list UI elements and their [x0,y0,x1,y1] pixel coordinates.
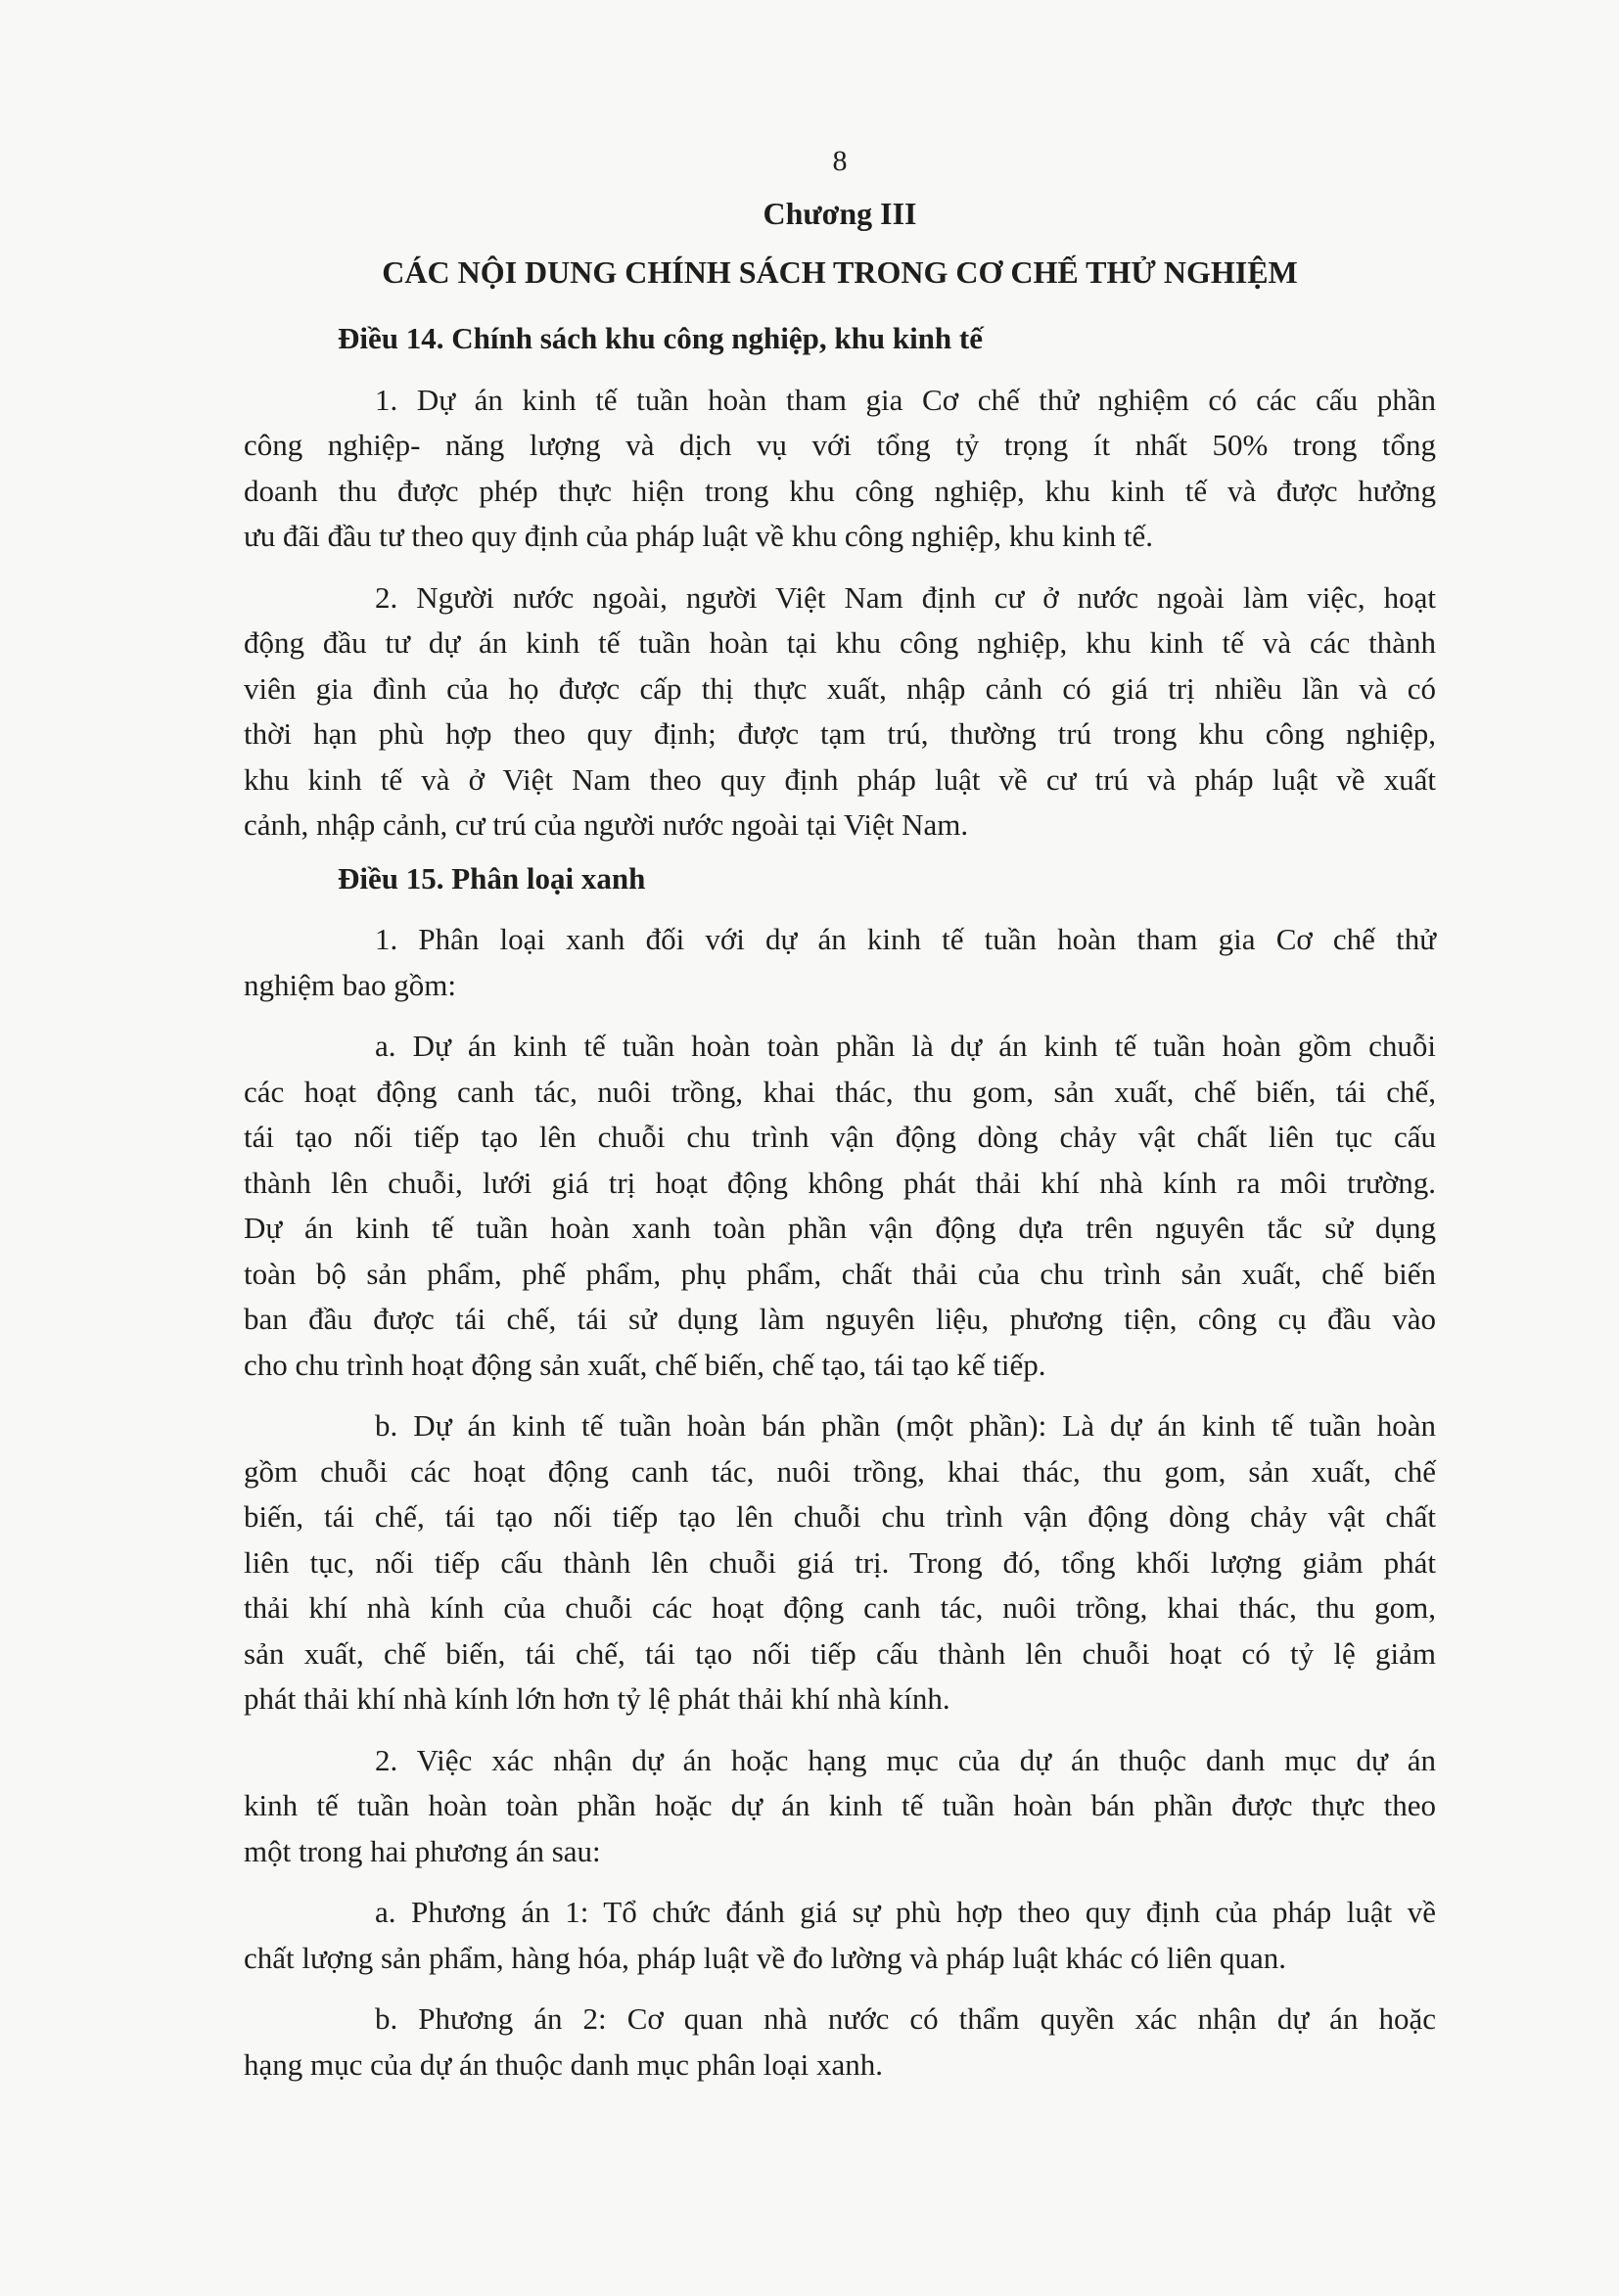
text-line: sản xuất, chế biến, tái chế, tái tạo nối tiếp cấu thành lên chuỗi hoạt có tỷ lệ giảm [244,1635,1436,1671]
paragraph [244,378,1436,560]
text-line: khu kinh tế và ở Việt Nam theo quy định pháp luật về cư trú và pháp luật về xuất [244,761,1436,797]
text-line: thành lên chuỗi, lưới giá trị hoạt động không phát thải khí nhà kính ra môi trường. [244,1165,1436,1200]
text-line: 2. Người nước ngoài, người Việt Nam định cư ở nước ngoài làm việc, hoạt [375,579,1436,615]
document-body [244,308,1436,2088]
paragraph [244,1997,1436,2088]
text-line: ban đầu được tái chế, tái sử dụng làm nguyên liệu, phương tiện, công cụ đầu vào [244,1302,1436,1336]
paragraph [244,1024,1436,1388]
article-heading: Điều 14. Chính sách khu công nghiệp, khu kinh tế [338,321,983,355]
paragraph [244,1403,1436,1722]
text-line: b. Phương án 2: Cơ quan nhà nước có thẩm quyền xác nhận dự án hoặc [375,2001,1436,2036]
text-line: thời hạn phù hợp theo quy định; được tạm trú, thường trú trong khu công nghiệp, [244,716,1436,751]
text-line: gồm chuỗi các hoạt động canh tác, nuôi trồng, khai thác, thu gom, sản xuất, chế [244,1453,1436,1489]
text-line: a. Dự án kinh tế tuần hoàn toàn phần là dự án kinh tế tuần hoàn gồm chuỗi [375,1029,1436,1063]
text-line: nghiệm bao gồm: [244,967,456,1002]
text-line: doanh thu được phép thực hiện trong khu công nghiệp, khu kinh tế và được hưởng [244,473,1436,508]
article-heading: Điều 15. Phân loại xanh [338,860,646,895]
chapter-title: CÁC NỘI DUNG CHÍNH SÁCH TRONG CƠ CHẾ THỬ NGHIỆM [382,254,1298,290]
text-line: 1. Dự án kinh tế tuần hoàn tham gia Cơ chế thử nghiệm có các cấu phần [375,382,1436,417]
text-line: biến, tái chế, tái tạo nối tiếp tạo lên chuỗi chu trình vận động dòng chảy vật chất [244,1499,1436,1534]
paragraph [244,575,1436,849]
page-number: 8 [832,145,848,177]
text-line: 1. Phân loại xanh đối với dự án kinh tế tuần hoàn tham gia Cơ chế thử [375,922,1436,956]
paragraph [244,1890,1436,1981]
text-line: 2. Việc xác nhận dự án hoặc hạng mục của dự án thuộc danh mục dự án [375,1742,1436,1777]
text-line: b. Dự án kinh tế tuần hoàn bán phần (một phần): Là dự án kinh tế tuần hoàn [375,1408,1436,1443]
text-line: toàn bộ sản phẩm, phế phẩm, phụ phẩm, chất thải của chu trình sản xuất, chế biến [244,1256,1436,1291]
text-line: một trong hai phương án sau: [244,1833,601,1868]
text-line: phát thải khí nhà kính lớn hơn tỷ lệ phát thải khí nhà kính. [244,1681,950,1716]
text-line: liên tục, nối tiếp cấu thành lên chuỗi giá trị. Trong đó, tổng khối lượng giảm phát [244,1544,1436,1580]
text-line: tái tạo nối tiếp tạo lên chuỗi chu trình vận động dòng chảy vật chất liên tục cấu [244,1120,1436,1154]
text-line: viên gia đình của họ được cấp thị thực xuất, nhập cảnh có giá trị nhiều lần và có [244,670,1436,706]
text-line: kinh tế tuần hoàn toàn phần hoặc dự án kinh tế tuần hoàn bán phần được thực theo [244,1788,1436,1822]
paragraph [244,917,1436,1008]
paragraph [244,1738,1436,1875]
text-line: các hoạt động canh tác, nuôi trồng, khai thác, thu gom, sản xuất, chế biến, tái chế, [244,1074,1436,1109]
text-line: cảnh, nhập cảnh, cư trú của người nước ngoài tại Việt Nam. [244,807,969,842]
text-line: cho chu trình hoạt động sản xuất, chế biến, chế tạo, tái tạo kế tiếp. [244,1347,1046,1382]
chapter-heading: Chương III [763,196,917,231]
text-line: thải khí nhà kính của chuỗi các hoạt động canh tác, nuôi trồng, khai thác, thu gom, [244,1590,1436,1625]
text-line: chất lượng sản phẩm, hàng hóa, pháp luật về đo lường và pháp luật khác có liên quan. [244,1940,1286,1975]
text-line: Dự án kinh tế tuần hoàn xanh toàn phần vận động dựa trên nguyên tắc sử dụng [244,1211,1436,1245]
text-line: hạng mục của dự án thuộc danh mục phân loại xanh. [244,2046,883,2082]
text-line: động đầu tư dự án kinh tế tuần hoàn tại khu công nghiệp, khu kinh tế và các thành [244,625,1436,660]
text-line: công nghiệp- năng lượng và dịch vụ với tổng tỷ trọng ít nhất 50% trong tổng [244,428,1436,462]
text-line: ưu đãi đầu tư theo quy định của pháp luật về khu công nghiệp, khu kinh tế. [244,519,1153,553]
text-line: a. Phương án 1: Tổ chức đánh giá sự phù hợp theo quy định của pháp luật về [375,1895,1436,1929]
